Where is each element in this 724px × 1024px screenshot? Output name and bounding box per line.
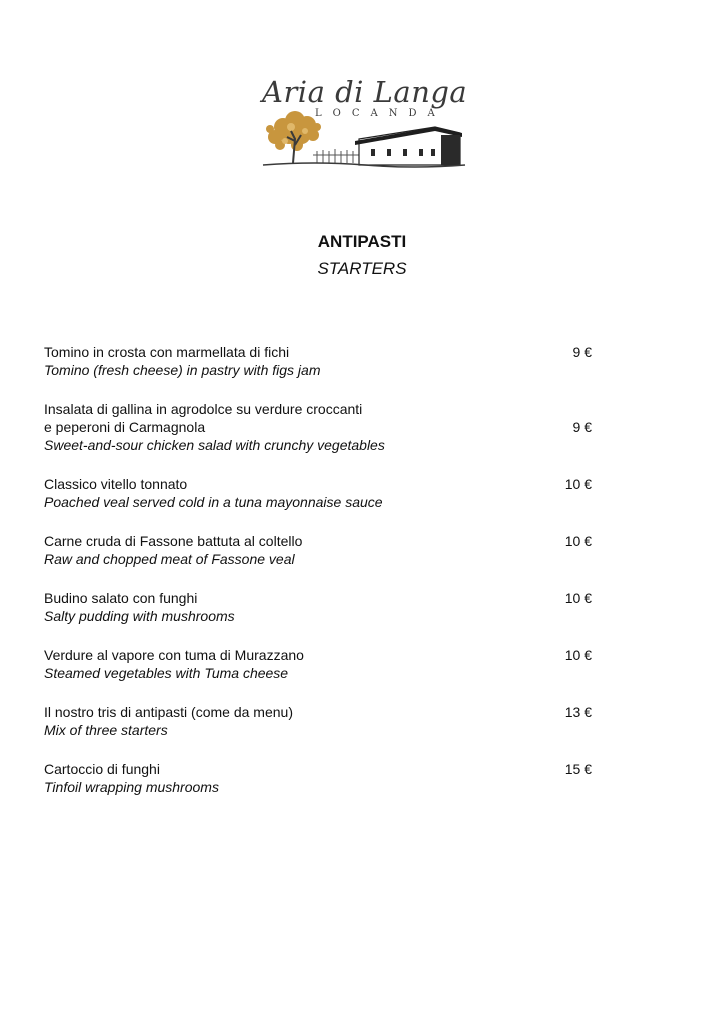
dish-name-italian: Carne cruda di Fassone battuta al coltello — [44, 533, 303, 549]
dish-name-english: Poached veal served cold in a tuna mayonnaise sauce — [44, 494, 383, 510]
dish-price: 13 € — [564, 704, 592, 720]
dish-name-italian: Tomino in crosta con marmellata di fichi — [44, 344, 290, 360]
dish-name-english: Mix of three starters — [44, 722, 168, 738]
dish-name-english: Raw and chopped meat of Fassone veal — [44, 551, 295, 567]
logo-name: Aria di Langa — [262, 75, 468, 109]
menu-item — [44, 343, 592, 379]
logo-subtitle: LOCANDA — [315, 108, 446, 119]
dish-name-english: Tinfoil wrapping mushrooms — [44, 779, 219, 795]
dish-name-italian: e peperoni di Carmagnola — [44, 419, 206, 435]
dish-name-english: Steamed vegetables with Tuma cheese — [44, 665, 289, 681]
dish-name-english: Tomino (fresh cheese) in pastry with figs jam — [44, 362, 321, 378]
section-title: ANTIPASTI — [317, 232, 407, 251]
dish-name-italian: Verdure al vapore con tuma di Murazzano — [44, 647, 304, 663]
dish-name-italian: Classico vitello tonnato — [44, 476, 188, 492]
menu-item — [44, 400, 592, 454]
dish-name-italian: Il nostro tris di antipasti (come da menu) — [44, 704, 293, 720]
dish-name-italian: Cartoccio di funghi — [44, 761, 160, 777]
dish-price: 15 € — [564, 761, 592, 777]
dish-price: 9 € — [572, 344, 592, 360]
dish-price: 10 € — [564, 533, 592, 549]
dish-name-italian: Insalata di gallina in agrodolce su verdure croccanti — [44, 401, 363, 417]
menu-list — [44, 343, 592, 817]
dish-price: 10 € — [564, 476, 592, 492]
dish-price: 10 € — [564, 647, 592, 663]
dish-name-italian: Budino salato con funghi — [44, 590, 198, 606]
menu-item — [44, 532, 592, 568]
menu-item — [44, 646, 592, 682]
dish-price: 10 € — [564, 590, 592, 606]
dish-price: 9 € — [572, 419, 592, 435]
menu-item — [44, 760, 592, 796]
dish-name-english: Salty pudding with mushrooms — [44, 608, 235, 624]
section-subtitle: STARTERS — [317, 259, 407, 278]
dish-name-english: Sweet-and-sour chicken salad with crunchy vegetables — [44, 437, 385, 453]
menu-item — [44, 703, 592, 739]
menu-item — [44, 475, 592, 511]
menu-item — [44, 589, 592, 625]
restaurant-logo — [255, 65, 470, 175]
